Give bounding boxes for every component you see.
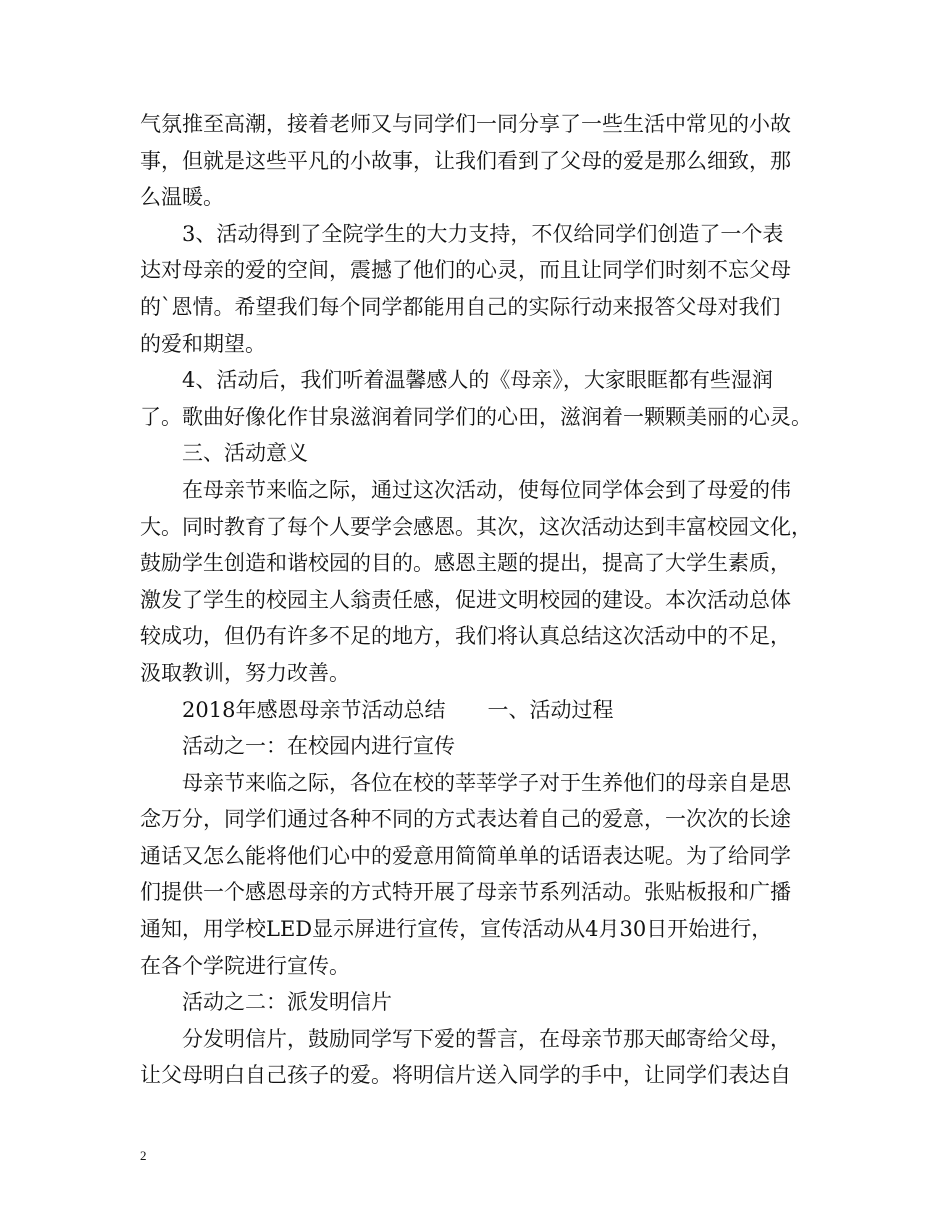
body-text [140, 106, 840, 1094]
section-heading: 三、活动意义 [182, 441, 308, 466]
text-line: 通话又怎么能将他们心中的爱意用简简单单的话语表达呢。为了给同学 [140, 843, 791, 868]
text-line: 较成功，但仍有许多不足的地方，我们将认真总结这次活动中的不足， [140, 624, 791, 649]
text-line: 让父母明白自己孩子的爱。将明信片送入同学的手中，让同学们表达自 [140, 1063, 791, 1088]
paragraph-start-line: 母亲节来临之际，各位在校的莘莘学子对于生养他们的母亲自是思 [182, 770, 791, 795]
text-line: 达对母亲的爱的空间，震撼了他们的心灵，而且让同学们时刻不忘父母 [140, 258, 791, 283]
text-line: 激发了学生的校园主人翁责任感，促进文明校园的建设。本次活动总体 [140, 587, 791, 612]
text-line: 汲取教训，努力改善。 [140, 660, 350, 685]
text-line: 大。同时教育了每个人要学会感恩。其次，这次活动达到丰富校园文化， [140, 514, 812, 539]
text-line: 了。歌曲好像化作甘泉滋润着同学们的心田，滋润着一颗颗美丽的心灵。 [140, 404, 812, 429]
text-line: 们提供一个感恩母亲的方式特开展了母亲节系列活动。张贴板报和广播 [140, 880, 791, 905]
subsection-heading: 活动之二：派发明信片 [182, 990, 392, 1015]
text-line: 气氛推至高潮，接着老师又与同学们一同分享了一些生活中常见的小故 [140, 112, 791, 136]
text-line: 念万分，同学们通过各种不同的方式表达着自己的爱意，一次次的长途 [140, 807, 791, 832]
text-line: 在各个学院进行宣传。 [140, 953, 350, 978]
subsection-heading: 活动之一：在校园内进行宣传 [182, 734, 455, 759]
paragraph-start-line: 在母亲节来临之际，通过这次活动，使每位同学体会到了母爱的伟 [182, 477, 791, 502]
page-number: 2 [140, 1148, 147, 1163]
text-line: 的爱和期望。 [140, 331, 266, 356]
text-line: 鼓励学生创造和谐校园的目的。感恩主题的提出，提高了大学生素质， [140, 551, 791, 576]
text-line: 通知，用学校LED显示屏进行宣传，宣传活动从4月30日开始进行， [140, 917, 773, 942]
article-title-line: 2018年感恩母亲节活动总结 一、活动过程 [182, 697, 614, 722]
text-line: 的`恩情。希望我们每个同学都能用自己的实际行动来报答父母对我们 [140, 294, 781, 319]
text-line: 事，但就是这些平凡的小故事，让我们看到了父母的爱是那么细致，那 [140, 148, 791, 173]
paragraph-start-line: 3、活动得到了全院学生的大力支持，不仅给同学们创造了一个表 [182, 221, 784, 246]
paragraph-start-line: 4、活动后，我们听着温馨感人的《母亲》，大家眼眶都有些湿润 [182, 368, 773, 393]
paragraph-start-line: 分发明信片，鼓励同学写下爱的誓言，在母亲节那天邮寄给父母， [182, 1026, 791, 1051]
text-line: 么温暖。 [140, 185, 224, 210]
